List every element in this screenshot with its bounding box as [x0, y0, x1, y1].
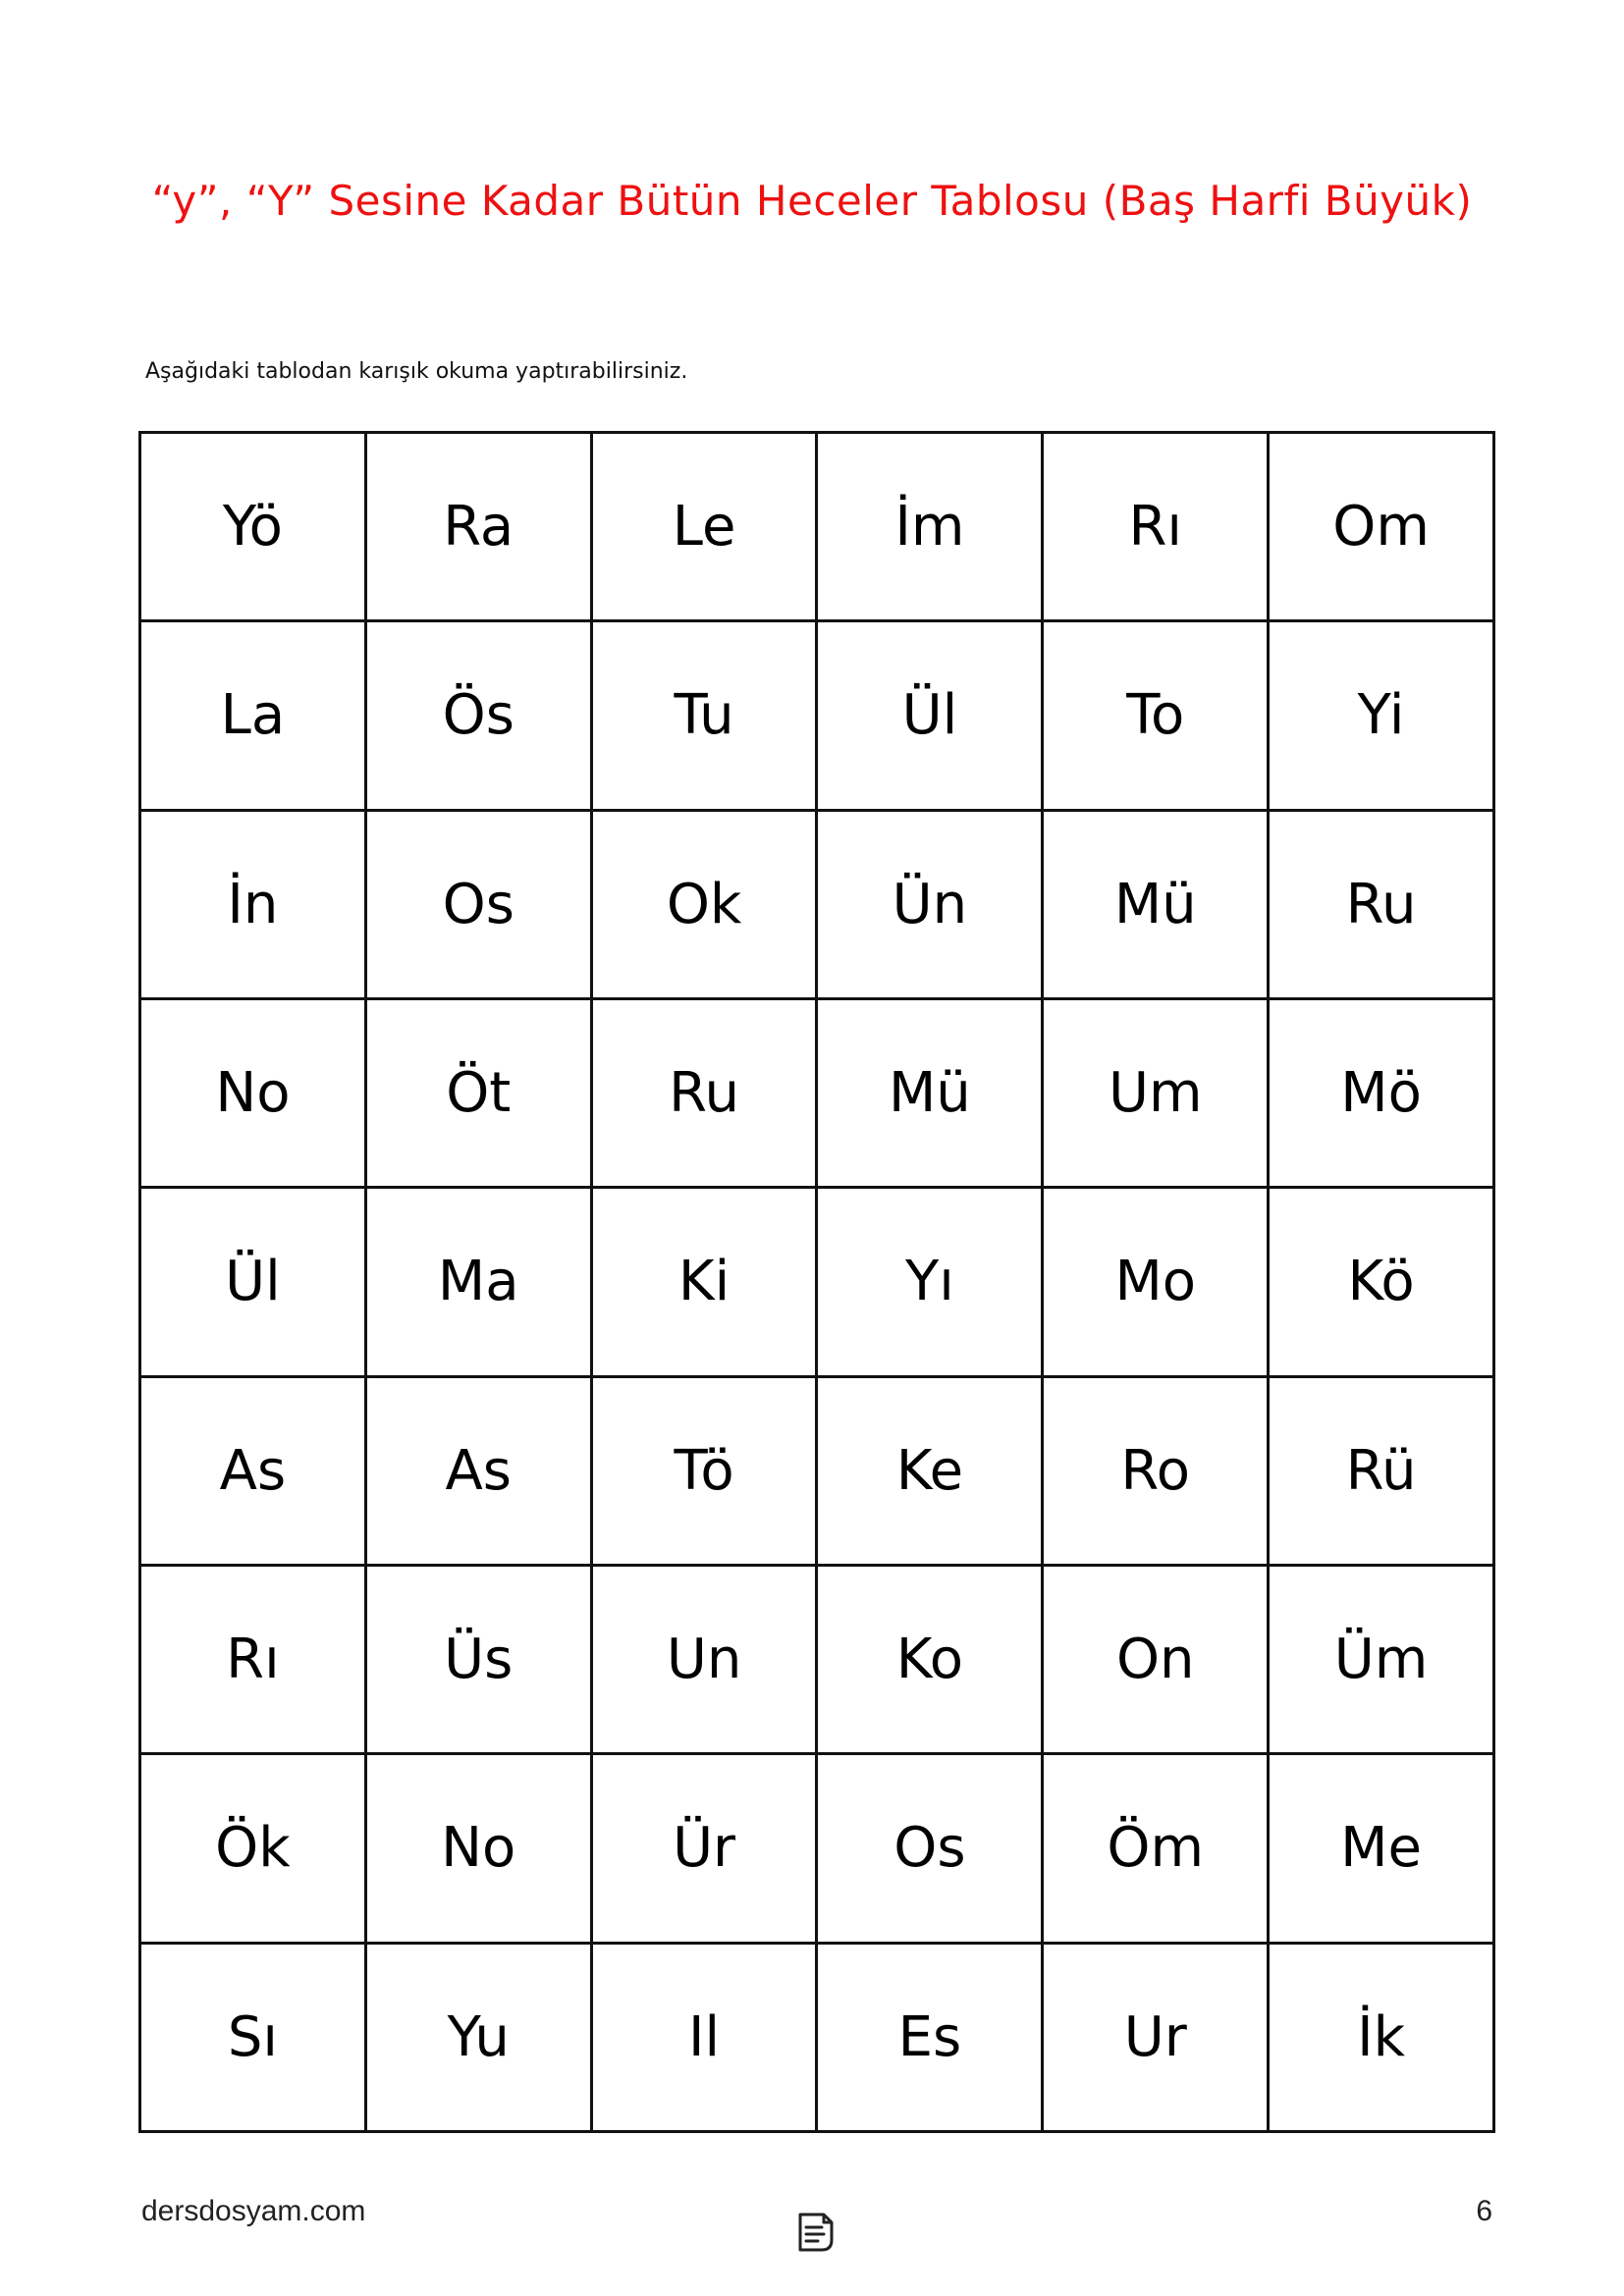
syllable-table [138, 431, 1495, 2133]
table-cell: Ke [817, 1376, 1043, 1565]
table-cell: Um [1043, 998, 1269, 1187]
table-cell: Ok [591, 810, 817, 998]
table-cell: As [365, 1376, 591, 1565]
table-cell: Rü [1269, 1376, 1494, 1565]
table-cell: Tu [591, 621, 817, 810]
table-row [140, 1754, 1494, 1943]
table-row [140, 1376, 1494, 1565]
table-cell: Ün [817, 810, 1043, 998]
table-row [140, 810, 1494, 998]
table-cell: Mö [1269, 998, 1494, 1187]
table-cell: Üs [365, 1565, 591, 1753]
table-cell: Mo [1043, 1188, 1269, 1376]
table-cell: Un [591, 1565, 817, 1753]
table-cell: Os [817, 1754, 1043, 1943]
table-cell: Yı [817, 1188, 1043, 1376]
table-cell: To [1043, 621, 1269, 810]
table-cell: Tö [591, 1376, 817, 1565]
table-cell: Yö [140, 433, 366, 621]
table-cell: On [1043, 1565, 1269, 1753]
table-cell: Ra [365, 433, 591, 621]
table-cell: Üm [1269, 1565, 1494, 1753]
table-row [140, 1565, 1494, 1753]
table-cell: Ma [365, 1188, 591, 1376]
table-cell: Yi [1269, 621, 1494, 810]
table-row [140, 1188, 1494, 1376]
table-cell: İm [817, 433, 1043, 621]
table-cell: Le [591, 433, 817, 621]
table-cell: Me [1269, 1754, 1494, 1943]
page-title: “y”, “Y” Sesine Kadar Bütün Heceler Tablosu (Baş Harfi Büyük) [151, 177, 1473, 225]
table-cell: Rı [140, 1565, 366, 1753]
table-cell: Rı [1043, 433, 1269, 621]
table-cell: Sı [140, 1943, 366, 2131]
table-cell: Es [817, 1943, 1043, 2131]
table-cell: Il [591, 1943, 817, 2131]
table-cell: Kö [1269, 1188, 1494, 1376]
table-cell: Öm [1043, 1754, 1269, 1943]
table-cell: Ru [591, 998, 817, 1187]
table-row [140, 433, 1494, 621]
table-cell: Öt [365, 998, 591, 1187]
table-row [140, 621, 1494, 810]
table-cell: Ök [140, 1754, 366, 1943]
table-cell: Ur [1043, 1943, 1269, 2131]
table-cell: La [140, 621, 366, 810]
table-cell: Ül [817, 621, 1043, 810]
table-row [140, 998, 1494, 1187]
table-cell: Mü [817, 998, 1043, 1187]
table-row [140, 1943, 1494, 2131]
table-cell: Yu [365, 1943, 591, 2131]
table-cell: Os [365, 810, 591, 998]
table-cell: İn [140, 810, 366, 998]
table-cell: Ro [1043, 1376, 1269, 1565]
document-logo-icon [794, 2211, 838, 2254]
table-cell: As [140, 1376, 366, 1565]
page-number: 6 [1476, 2195, 1492, 2227]
table-cell: No [365, 1754, 591, 1943]
table-cell: Ru [1269, 810, 1494, 998]
footer-site-name: dersdosyam.com [141, 2195, 366, 2227]
instruction-text: Aşağıdaki tablodan karışık okuma yaptırabilirsiniz. [145, 359, 688, 384]
table-cell: Ül [140, 1188, 366, 1376]
table-cell: Mü [1043, 810, 1269, 998]
table-cell: Ür [591, 1754, 817, 1943]
table-cell: Ko [817, 1565, 1043, 1753]
table-cell: Ös [365, 621, 591, 810]
table-cell: İk [1269, 1943, 1494, 2131]
table-cell: Ki [591, 1188, 817, 1376]
table-cell: No [140, 998, 366, 1187]
table-cell: Om [1269, 433, 1494, 621]
